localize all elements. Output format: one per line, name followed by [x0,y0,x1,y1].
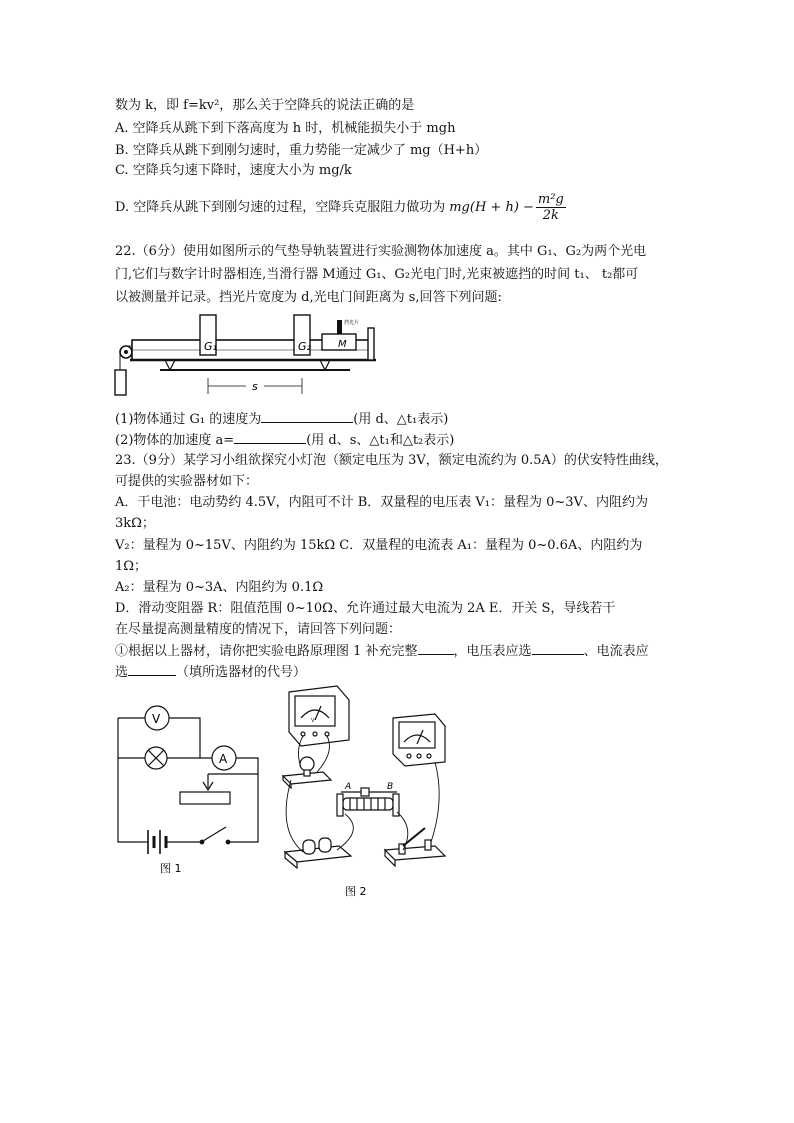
switch-symbol-icon [203,827,226,841]
rheostat-terminal-a-label: A [345,782,352,792]
q22-part-1-text: (1)物体通过 G₁ 的速度为 [115,412,262,427]
answer-blank[interactable] [418,642,454,655]
q22-part-1 [115,410,448,428]
q23-instruction: 在尽量提高测量精度的情况下，请回答下列问题： [115,622,402,637]
rheostat-symbol-icon [180,792,230,804]
svg-text:V: V [311,718,315,724]
ammeter-label: A [219,752,228,766]
light-shield-icon [337,320,342,334]
photogate-g1-label: G₁ [204,340,217,353]
q21-option-d [115,192,566,223]
q22-part-1-hint: (用 d、△t₁表示) [353,412,449,427]
q22-stem-line-1: 22.（6分）使用如图所示的气垫导轨装置进行实验测物体加速度 a。其中 G₁、G₂为两个光电 [115,244,647,259]
q21-option-d-text: D. 空降兵从跳下到刚匀速的过程，空降兵克服阻力做功为 [115,200,446,215]
q23-equipment-v1-cont: 3kΩ； [115,516,155,531]
voltmeter-label: V [152,712,161,726]
q22-part-2-text: (2)物体的加速度 a= [115,433,235,448]
q23-question-1-cont [115,663,306,681]
q21-option-a: A. 空降兵从跳下到下落高度为 h 时，机械能损失小于 mgh [115,121,456,136]
answer-blank[interactable] [234,431,306,444]
q23-equipment-a-b: A．干电池：电动势约 4.5V，内阻可不计 B．双量程的电压表 V₁：量程为 0~3V、内阻约为 [115,495,648,510]
apparatus-figure-2 [275,680,455,900]
fraction-denominator: 2k [542,208,559,223]
q22-part-2 [115,431,454,449]
q23-question-1-text: ①根据以上器材，请你把实验电路原理图 1 补充完整 [115,644,418,659]
q23-equipment-v2-c: V₂：量程为 0~15V、内阻约为 15kΩ C．双量程的电流表 A₁：量程为 0~0.6A、内阻约为 [115,538,643,553]
q23-question-1-mid: ，电压表应选 [453,644,532,659]
rheostat-device-icon [337,788,399,816]
q21-stem-line: 数为 k，即 f=kv²，那么关于空降兵的说法正确的是 [115,98,415,113]
hanging-weight-icon [115,370,126,395]
rheostat-terminal-b-label: B [387,782,394,792]
q21-option-b: B. 空降兵从跳下到刚匀速时，重力势能一定减少了 mg（H+h） [115,143,488,158]
q22-part-2-hint: (用 d、s、△t₁和△t₂表示) [306,433,455,448]
q22-stem-line-2: 门,它们与数字计时器相连,当滑行器 M通过 G₁、G₂光电门时,光束被遮挡的时间 t₁、 t₂都可 [115,267,639,282]
figure-1-caption: 图 1 [160,862,182,875]
light-shield-label: 挡光片 [344,320,360,326]
glider-m-label: M [338,339,347,350]
q21-option-c: C. 空降兵匀速下降时，速度大小为 mg/k [115,163,352,178]
circuit-diagram-figure-1 [110,700,270,880]
answer-blank[interactable] [128,663,176,676]
air-track-figure [110,312,390,404]
q23-equipment-a1-cont: 1Ω； [115,559,148,574]
voltmeter-device-icon [289,686,349,746]
q23-question-1-hint: （填所选器材的代号） [176,665,307,680]
q21-option-d-fraction [536,192,566,223]
q23-stem-line-2: 可提供的实验器材如下： [115,474,259,489]
q21-option-d-expr: mg(H + h) − [449,200,534,215]
q23-equipment-d-e: D．滑动变阻器 R：阻值范围 0~10Ω、允许通过最大电流为 2A E．开关 S，导线若干 [115,601,616,616]
photogate-g2-label: G₂ [298,340,311,353]
figure-2-caption: 图 2 [345,885,367,898]
q23-question-1-post: 、电流表应 [583,644,649,659]
distance-s-label: s [252,380,258,393]
q23-equipment-a2: A₂：量程为 0~3A、内阻约为 0.1Ω [115,580,324,595]
fraction-numerator: m²g [537,192,564,207]
answer-blank[interactable] [261,410,353,423]
answer-blank[interactable] [532,642,584,655]
q23-question-1 [115,642,649,660]
ammeter-device-icon [393,714,445,766]
q23-question-1-cont-text: 选 [115,665,129,680]
q23-stem-line-1: 23.（9分）某学习小组欲探究小灯泡（额定电压为 3V，额定电流约为 0.5A）的伏安特性曲线， [115,453,668,468]
switch-device-icon [385,828,445,866]
q22-stem-line-3: 以被测量并记录。挡光片宽度为 d,光电门间距离为 s,回答下列问题: [115,290,502,305]
